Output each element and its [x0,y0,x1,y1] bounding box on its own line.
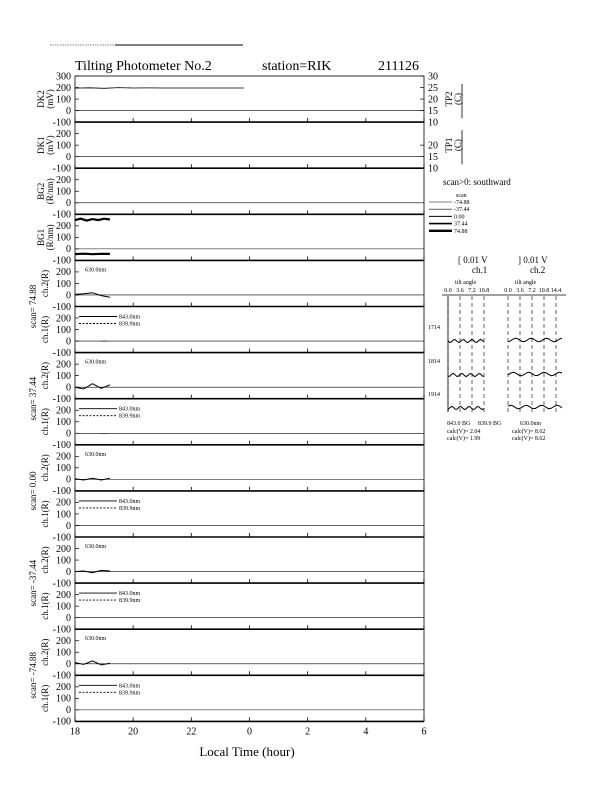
panel-frame [75,445,424,491]
inset-ch1-tick: 7.2 [468,288,476,294]
scan-label: scan= -37.44 [28,559,38,607]
inset-bg-label: 843.0 BG [447,421,471,427]
y-axis-label-line: (R/nm) [45,224,55,251]
x-tick-label: 18 [70,726,80,738]
wavelength-tag: 630.0nm [85,451,107,458]
y-tick-label: 100 [56,278,71,290]
inset-calc-label: calc(V)= 8.62 [512,429,546,435]
y-tick-label: 100 [56,417,71,429]
y-tick-label: -100 [52,209,71,221]
y-tick-label: 0 [66,244,71,256]
y-axis-label-line: ch.2(R) [40,269,50,298]
y-tick-label: 200 [56,359,71,371]
x-tick-label: 20 [128,726,139,738]
right-tick-label: 10 [428,163,438,175]
panel-frame [75,399,424,445]
panel-frame [75,491,424,537]
y-axis-label [40,639,50,666]
scan-legend-head: scan [456,193,467,199]
inset-ch2-name: ch.2 [530,265,546,275]
x-axis [70,726,427,737]
y-tick-label: 100 [56,140,71,152]
y-tick-label: 100 [56,324,71,336]
inset-bg-label: 839.9 BG [478,421,502,427]
y-tick-label: 100 [56,232,71,244]
panel-frame [75,583,424,629]
scan-legend [429,177,511,235]
right-tick-label: 10 [428,117,438,129]
y-tick-label: 200 [56,267,71,279]
y-tick-label: 0 [66,705,71,717]
chart-title: Tilting Photometer No.2 [75,59,212,74]
right-tick-label: 15 [428,151,438,163]
y-tick-label: 200 [56,636,71,648]
y-axis-label-line: (R/nm) [45,178,55,205]
y-tick-label: 100 [56,647,71,659]
scan-legend-label: -74.88 [454,200,470,206]
tilt-inset [428,255,566,442]
panel-frame [75,260,424,306]
y-axis-label [36,89,55,109]
y-tick-label: 100 [56,555,71,567]
wavelength-tag: 630.0nm [85,636,107,643]
panel-bg2 [36,168,424,220]
x-tick-label: 4 [363,726,369,738]
panel-frame [75,168,424,214]
inset-row-label: 1914 [428,392,440,398]
y-tick-label: 100 [56,186,71,198]
right-tick-label: 25 [428,82,438,94]
panel-frame [75,353,424,399]
y-axis-label [40,362,50,389]
panel-s3c2 [40,445,424,497]
y-tick-label: -100 [52,578,71,590]
x-tick-label: 2 [305,726,311,738]
panel-s5c2 [40,629,424,681]
y-tick-label: 0 [66,474,71,486]
y-tick-label: 200 [56,543,71,555]
panel-frame [75,629,424,675]
y-tick-label: 100 [56,370,71,382]
inset-calc-label: calc(V)= 1.99 [447,436,481,442]
panel-s2c1 [40,399,424,451]
panel-s4c2 [40,537,424,589]
legend-label: 843.0nm [119,591,141,598]
y-axis-label-line: ch.1(R) [40,684,50,712]
right-axis-label-line: TP2 [444,91,454,107]
inset-row-label: 1714 [428,325,440,331]
panel-bg1 [36,214,424,266]
y-axis-label [40,593,50,620]
y-tick-label: 0 [66,290,71,302]
y-axis-label [40,454,50,481]
y-axis-label [36,135,55,155]
y-axis-label-line: ch.1(R) [40,315,50,344]
scan-label: scan= 74.88 [28,284,38,329]
y-tick-label: 0 [66,105,71,117]
legend-label: 839.9nm [119,598,141,605]
right-axis-label-line: (C) [453,93,463,106]
y-tick-label: 0 [66,151,71,163]
y-tick-label: 200 [56,128,71,140]
panel-s1c1 [40,307,424,359]
panel-frame [75,76,424,122]
inset-ch1-tick: 3.6 [456,288,464,294]
scan-label: scan= -74.88 [28,652,38,699]
y-axis-label-line: DK1 [36,136,46,154]
date-label: 211126 [378,59,419,74]
y-tick-label: -100 [52,255,71,267]
panel-dk1 [36,122,463,174]
y-tick-label: 0 [66,382,71,394]
panel-frame [75,675,424,721]
inset-tilt-label: tilt angle [515,280,537,286]
scan-label: scan= 37.44 [28,376,38,421]
inset-trace-ch2 [508,372,562,376]
y-tick-label: -100 [52,347,71,359]
y-tick-label: -100 [52,624,71,636]
y-tick-label: -100 [52,486,71,498]
y-tick-label: -100 [52,163,71,175]
inset-calc-label: calc(V)= 2.04 [447,429,481,435]
y-axis-label-line: ch.1(R) [40,408,50,436]
y-tick-label: 200 [56,451,71,463]
y-axis-label [36,178,55,204]
y-axis-label-line: ch.2(R) [40,454,50,482]
inset-row-label: 1814 [428,359,440,365]
y-tick-label: 200 [56,82,71,94]
station-label: station=RIK [262,59,332,74]
x-tick-label: 0 [247,726,252,738]
wavelength-tag: 630.0nm [85,359,107,366]
y-axis-label-line: DK2 [36,90,46,108]
y-tick-label: 100 [56,94,71,106]
scan-legend-label: -37.44 [454,207,470,214]
y-tick-label: 0 [66,198,71,210]
panel-s1c2 [40,260,424,312]
y-axis-label-line: BG1 [36,228,46,246]
legend-label: 839.9nm [119,505,141,512]
right-axis-label-line: TP1 [444,137,454,153]
inset-calc-label: calc(V)= 8.62 [512,436,546,442]
right-axis-label [444,138,463,153]
y-tick-label: 100 [56,463,71,475]
y-axis-label-line: ch.2(R) [40,638,50,666]
panel-frame [75,307,424,353]
x-axis-label: Local Time (hour) [199,744,295,759]
y-tick-label: 200 [56,405,71,417]
y-tick-label: 200 [56,221,71,233]
series-line [75,254,110,255]
y-axis-label-line: (mV) [45,89,55,109]
scan-legend-label: 0.00 [454,214,465,221]
scan-labels [28,284,38,698]
wavelength-tag: 630.0nm [85,267,107,274]
y-axis-label [40,685,50,712]
right-tick-label: 20 [428,140,438,152]
inset-ch2-scale: ] 0.01 V [518,255,548,265]
y-tick-label: 100 [56,509,71,521]
series-line [75,88,244,89]
panel-s3c1 [40,491,424,543]
legend-label: 843.0nm [119,406,141,413]
y-tick-label: 0 [66,659,71,671]
panel-stack [36,71,463,727]
y-tick-label: 200 [56,589,71,601]
y-tick-label: 100 [56,693,71,705]
y-tick-label: -100 [52,670,71,682]
right-tick-label: 20 [428,94,438,106]
y-tick-label: -100 [52,117,71,129]
right-axis-label [444,92,463,107]
wavelength-tag: 630.0nm [85,544,107,550]
legend-label: 843.0nm [119,498,141,505]
inset-ch2-tick: 7.2 [528,288,536,294]
y-axis-label-line: ch.2(R) [40,546,50,574]
panel-frame [75,537,424,583]
panel-frame [75,122,424,168]
y-axis-label [40,316,50,343]
y-axis-label-line: BG2 [36,182,46,200]
series-line [75,219,110,221]
scan-legend-label: 74.88 [454,228,468,235]
legend-label: 843.0nm [119,314,141,321]
right-axis-label-line: (C) [453,139,463,152]
legend-label: 843.0nm [119,683,141,690]
y-tick-label: -100 [52,716,71,728]
panel-frame [75,214,424,260]
inset-ch1-tick: 0.0 [444,288,452,294]
y-axis-label [40,546,50,573]
y-axis-label [40,408,50,435]
inset-tilt-label: tilt angle [455,280,477,286]
panel-s4c1 [40,583,424,635]
y-tick-label: 200 [56,682,71,694]
y-axis-label [40,270,50,297]
inset-trace-ch2 [508,338,562,342]
legend-label: 839.9nm [119,413,141,420]
scan-direction-note: scan>0: southward [443,177,511,187]
panel-dk2 [36,71,463,128]
legend-label: 839.9nm [119,321,141,328]
y-tick-label: -100 [52,394,71,405]
scan-legend-label: 37.44 [454,221,468,228]
y-tick-label: 200 [56,175,71,187]
y-tick-label: 300 [56,71,71,83]
inset-ch2-tick: 3.6 [516,288,524,294]
inset-ch2-tick: 10.8 [538,288,550,294]
right-tick-label: 30 [428,71,438,83]
inset-ch2-tick: 14.4 [550,288,562,294]
series-line [75,384,110,389]
y-tick-label: -100 [52,440,71,452]
inset-ch1-tick: 10.8 [478,288,490,294]
inset-trace-ch2 [508,405,562,409]
y-axis-label-line: (mV) [45,135,55,155]
y-tick-label: 100 [56,601,71,613]
inset-trace-ch1 [448,373,484,376]
x-tick-label: 22 [186,726,197,738]
inset-wavelength-label: 630.0nm [520,421,542,427]
panel-s5c1 [40,675,424,727]
y-tick-label: 0 [66,428,71,440]
y-axis-label-line: ch.2(R) [40,362,50,390]
panel-s2c2 [40,353,424,405]
series-line [75,661,110,665]
inset-ch1-scale: [ 0.01 V [458,255,488,265]
inset-trace-ch1 [448,406,484,409]
y-axis-label-line: ch.1(R) [40,592,50,620]
legend-label: 839.9nm [119,690,141,697]
x-tick-label: 6 [421,726,427,738]
right-tick-label: 15 [428,105,438,117]
y-tick-label: 200 [56,313,71,325]
y-tick-label: -100 [52,301,71,313]
y-tick-label: 200 [56,497,71,509]
inset-ch1-name: ch.1 [472,265,488,275]
scan-label: scan= 0.00 [28,471,38,511]
y-axis-label [40,500,50,527]
y-tick-label: 0 [66,566,71,578]
y-tick-label: -100 [52,532,71,544]
y-tick-label: 0 [66,612,71,624]
y-tick-label: 0 [66,520,71,532]
y-axis-label [36,224,55,250]
y-axis-label-line: ch.1(R) [40,500,50,528]
inset-ch2-tick: 0.0 [504,288,512,294]
inset-trace-ch1 [448,339,484,342]
y-tick-label: 0 [66,336,71,348]
